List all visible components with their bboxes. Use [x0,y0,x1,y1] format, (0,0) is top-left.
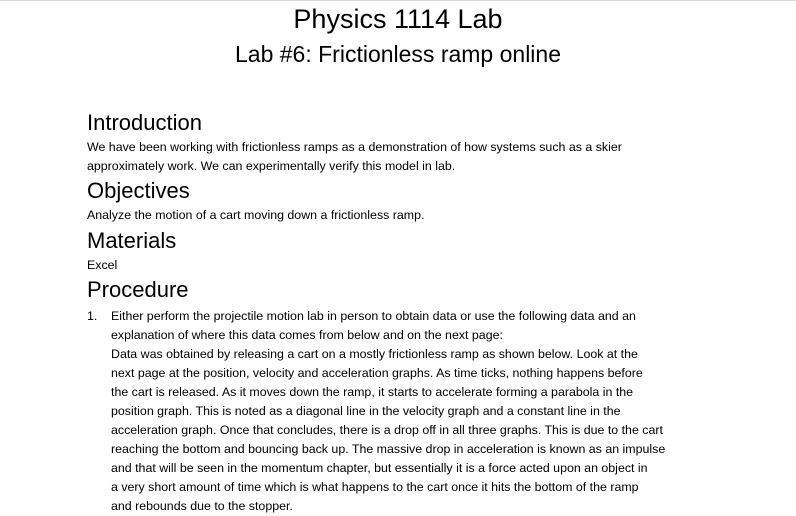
list-item-text [111,307,761,516]
document-title: Physics 1114 Lab [293,4,503,34]
materials-heading: Materials [87,228,177,253]
introduction-line: approximately work. We can experimentally verify this model in lab. [87,159,456,173]
objectives-heading: Objectives [87,178,190,203]
document-subtitle: Lab #6: Frictionless ramp online [235,41,561,67]
procedure-line: reaching the bottom and bouncing back up. The massive drop in acceleration is known as an impulse [111,442,666,456]
introduction-paragraph [87,138,747,176]
procedure-heading: Procedure [87,277,189,302]
objectives-paragraph [87,206,747,225]
page-top-border [0,0,796,1]
procedure-line: Either perform the projectile motion lab in person to obtain data or use the following data and an [111,309,636,323]
procedure-line: Data was obtained by releasing a cart on a mostly frictionless ramp as shown below. Look at the [111,347,638,361]
list-item-number: 1. [87,309,98,323]
introduction-heading: Introduction [87,110,202,135]
procedure-line: position graph. This is noted as a diagonal line in the velocity graph and a constant line in the [111,404,621,418]
procedure-line: a very short amount of time which is what happens to the cart once it hits the bottom of the ramp [111,480,639,494]
introduction-line: We have been working with frictionless ramps as a demonstration of how systems such as a skier [87,140,622,154]
procedure-line: and rebounds due to the stopper. [111,499,293,513]
procedure-line: next page at the position, velocity and acceleration graphs. As time ticks, nothing happens before [111,366,643,380]
procedure-line: explanation of where this data comes from below and on the next page: [111,328,503,342]
procedure-line: acceleration graph. Once that concludes, there is a drop off in all three graphs. This is due to the cart [111,423,663,437]
objectives-line: Analyze the motion of a cart moving down a frictionless ramp. [87,208,425,222]
procedure-line: the cart is released. As it moves down the ramp, it starts to accelerate forming a parabola in the [111,385,634,399]
materials-paragraph [87,256,747,275]
materials-line: Excel [87,258,118,272]
procedure-line: and that will be seen in the momentum chapter, but essentially it is a force acted upon an object in [111,461,648,475]
